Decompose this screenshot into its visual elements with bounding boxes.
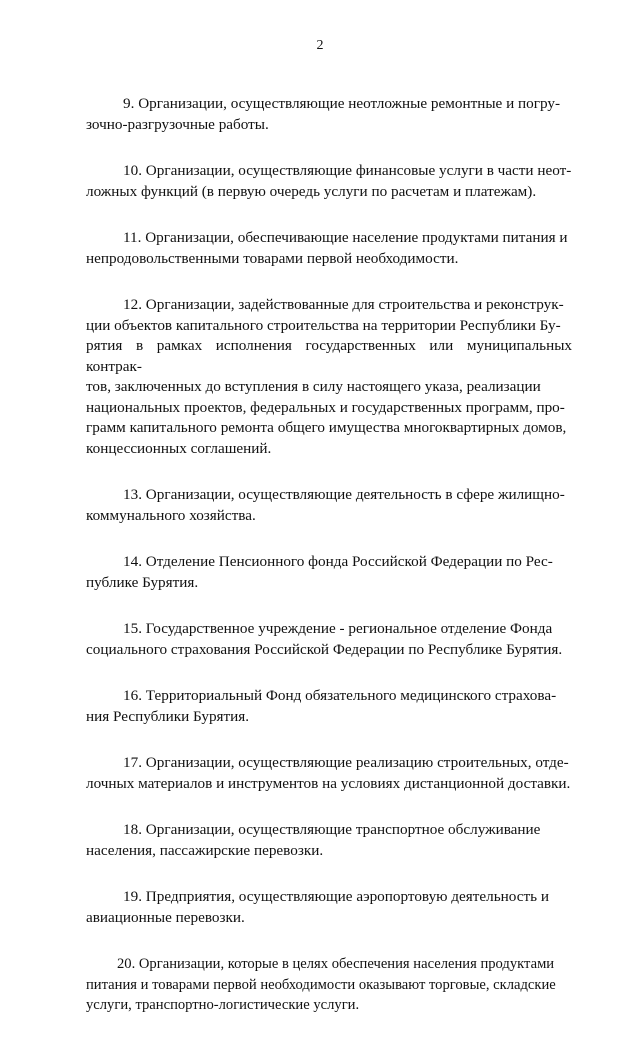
list-item-13: 13. Организации, осуществляющие деятельность в сфере жилищно- коммунального хозяйства. — [86, 486, 565, 524]
list-item-10: 10. Организации, осуществляющие финансовые услуги в части неот- ложных функций (в первую очередь услуги по расчетам и платежам). — [86, 162, 572, 200]
document-body — [86, 94, 572, 1042]
page-number: 2 — [316, 38, 324, 53]
list-item-16: 16. Территориальный Фонд обязательного медицинского страхова- ния Республики Бурятия. — [86, 687, 557, 725]
list-item-14: 14. Отделение Пенсионного фонда Российской Федерации по Рес- публике Бурятия. — [86, 553, 553, 591]
list-item-9: 9. Организации, осуществляющие неотложные ремонтные и погру- зочно-разгрузочные работы. — [86, 95, 561, 133]
list-item-18: 18. Организации, осуществляющие транспортное обслуживание населения, пассажирские перевозки. — [86, 821, 541, 859]
list-item-17: 17. Организации, осуществляющие реализацию строительных, отде- лочных материалов и инструментов на условиях дистанционной доставки. — [86, 754, 571, 792]
list-item-19: 19. Предприятия, осуществляющие аэропортовую деятельность и авиационные перевозки. — [86, 888, 549, 926]
list-item-11: 11. Организации, обеспечивающие население продуктами питания и непродовольственными товарами первой необходимости. — [86, 229, 568, 267]
list-item-15: 15. Государственное учреждение - региональное отделение Фонда социального страхования Российской Федерации по Республике Бурятия. — [86, 620, 563, 658]
list-item-20: 20. Организации, которые в целях обеспечения населения продуктами питания и товарами первой необходимости оказывают торговые, складские услуги, транспортно-логистические услуги. — [86, 956, 556, 1013]
list-item-12: 12. Организации, задействованные для строительства и реконструк- ции объектов капитального строительства на территории Республики Бу- рятия в рамках исполнения государственных или муниципальных контрак- тов, заключенных до вступления в силу настоящего указа, реализации национальных проектов, федеральных и государственных программ, про- грамм капитального ремонта общего имущества многоквартирных домов, концессионных соглашений. — [86, 296, 572, 457]
